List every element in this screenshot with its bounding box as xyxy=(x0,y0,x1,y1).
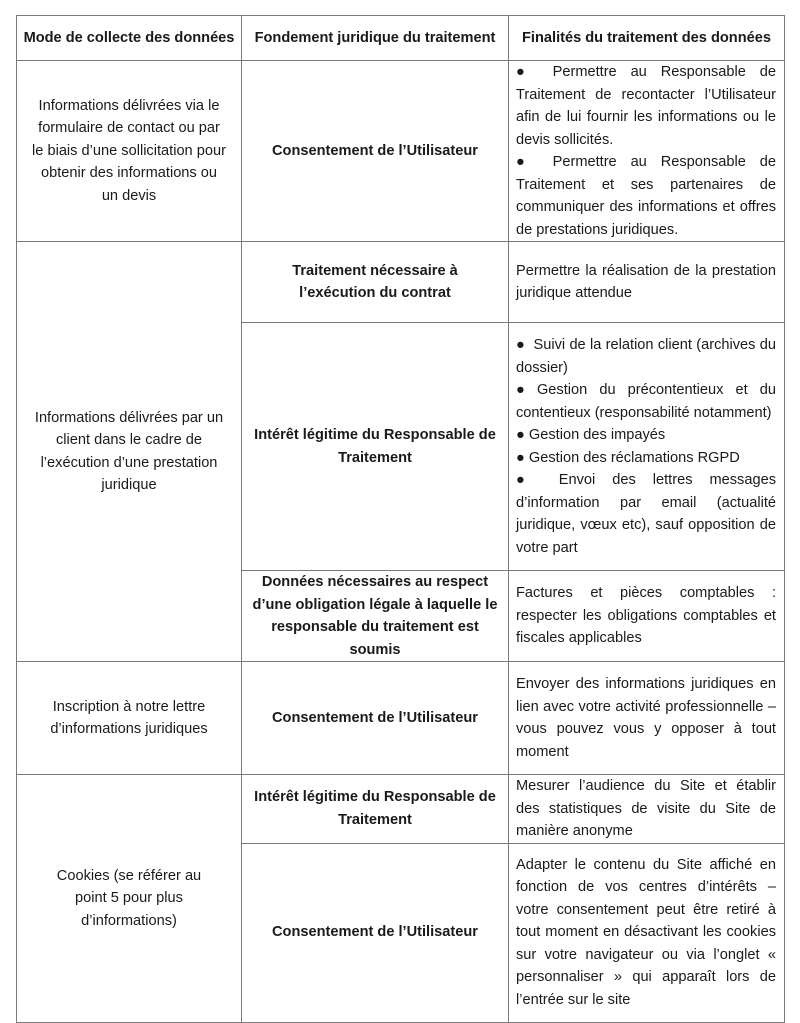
purpose-item: ● Suivi de la relation client (archives du dossier) xyxy=(516,334,776,379)
header-collection-mode: Mode de collecte des données xyxy=(17,16,242,61)
table-row xyxy=(17,61,785,242)
bullet-icon: ● xyxy=(516,449,525,466)
data-processing-table xyxy=(16,15,785,1023)
legal-basis-cell: Consentement de l’Utilisateur xyxy=(242,662,509,775)
purpose-item: ● Gestion des impayés xyxy=(516,424,776,447)
purposes-cell: Permettre la réalisation de la prestation juridique attendue xyxy=(509,242,785,323)
table-row xyxy=(17,662,785,775)
purposes-cell: Envoyer des informations juridiques en lien avec votre activité professionnelle – vous pouvez vous y opposer à tout moment xyxy=(509,662,785,775)
collection-mode-cell: Informations délivrées par un client dans le cadre de l’exécution d’une prestation juridique xyxy=(17,242,242,662)
purposes-cell xyxy=(509,323,785,571)
legal-basis-cell: Données nécessaires au respect d’une obligation légale à laquelle le responsable du traitement est soumis xyxy=(242,571,509,662)
purpose-item: ● Gestion des réclamations RGPD xyxy=(516,447,776,470)
purposes-cell xyxy=(509,61,785,242)
purposes-cell: Adapter le contenu du Site affiché en fonction de vos centres d’intérêts – votre consentement peut être retiré à tout moment en désactivant les cookies sur votre navigateur ou via l’onglet « personnaliser » qui apparaît lors de l’entrée sur le site xyxy=(509,843,785,1022)
legal-basis-cell: Consentement de l’Utilisateur xyxy=(242,843,509,1022)
table-row xyxy=(17,775,785,844)
header-purposes: Finalités du traitement des données xyxy=(509,16,785,61)
collection-mode-cell: Inscription à notre lettre d’informations juridiques xyxy=(17,662,242,775)
bullet-icon: ● xyxy=(516,472,525,488)
bullet-icon: ● xyxy=(516,382,525,398)
legal-basis-cell: Consentement de l’Utilisateur xyxy=(242,61,509,242)
purpose-item: ● Envoi des lettres messages d’information par email (actualité juridique, vœux etc), sauf opposition de votre part xyxy=(516,469,776,559)
header-legal-basis: Fondement juridique du traitement xyxy=(242,16,509,61)
legal-basis-cell: Traitement nécessaire à l’exécution du contrat xyxy=(242,242,509,323)
purpose-item: ● Gestion du précontentieux et du contentieux (responsabilité notamment) xyxy=(516,379,776,424)
legal-basis-cell: Intérêt légitime du Responsable de Traitement xyxy=(242,775,509,844)
bullet-icon: ● xyxy=(516,337,525,353)
table-header-row xyxy=(17,16,785,61)
purpose-item: ● Permettre au Responsable de Traitement de recontacter l’Utilisateur afin de lui fournir les informations ou le devis sollicités. xyxy=(516,61,776,151)
purposes-cell: Mesurer l’audience du Site et établir des statistiques de visite du Site de manière anonyme xyxy=(509,775,785,844)
purpose-item: ● Permettre au Responsable de Traitement et ses partenaires de communiquer des informations et offres de prestations juridiques. xyxy=(516,151,776,241)
collection-mode-cell: Informations délivrées via le formulaire de contact ou par le biais d’une sollicitation pour obtenir des informations ou un devis xyxy=(17,61,242,242)
collection-mode-cell: Cookies (se référer au point 5 pour plus d’informations) xyxy=(17,775,242,1023)
bullet-icon: ● xyxy=(516,427,525,443)
bullet-icon: ● xyxy=(516,64,525,80)
purposes-cell: Factures et pièces comptables : respecter les obligations comptables et fiscales applicables xyxy=(509,571,785,662)
table-row xyxy=(17,242,785,323)
legal-basis-cell: Intérêt légitime du Responsable de Traitement xyxy=(242,323,509,571)
bullet-icon: ● xyxy=(516,154,525,170)
